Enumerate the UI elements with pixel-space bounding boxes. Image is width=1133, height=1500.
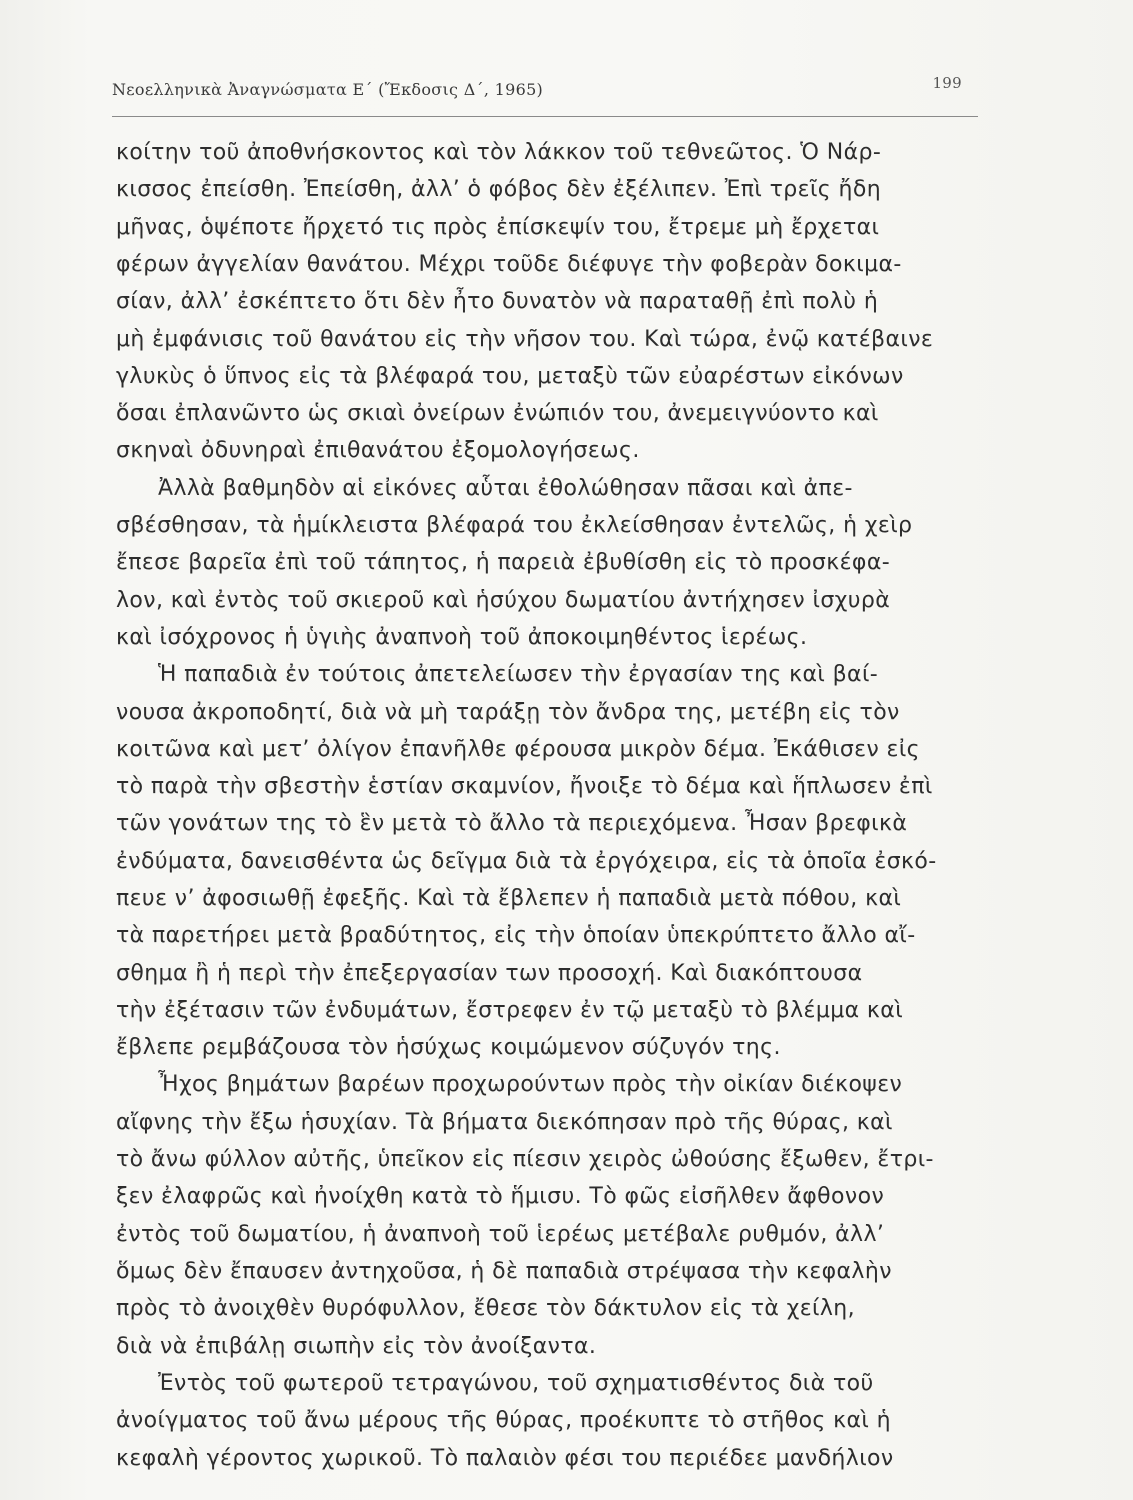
text-line: Ἡ παπαδιὰ ἐν τούτοις ἀπετελείωσεν τὴν ἐργασίαν της καὶ βαί- (158, 662, 879, 687)
text-line: ἐντὸς τοῦ δωματίου, ἡ ἀναπνοὴ τοῦ ἱερέως μετέβαλε ρυθμόν, ἀλλ’ (116, 1222, 885, 1247)
text-line: κοίτην τοῦ ἀποθνήσκοντος καὶ τὸν λάκκον τοῦ τεθνεῶτος. Ὁ Νάρ- (116, 140, 882, 165)
text-line: κοιτῶνα καὶ μετ’ ὀλίγον ἐπανῆλθε φέρουσα μικρὸν δέμα. Ἐκάθισεν εἰς (116, 737, 920, 762)
text-line: σθημα ἢ ἡ περὶ τὴν ἐπεξεργασίαν των προσοχή. Καὶ διακόπτουσα (116, 961, 863, 986)
text-line: τῶν γονάτων της τὸ ἓν μετὰ τὸ ἄλλο τὰ περιεχόμενα. Ἦσαν βρεφικὰ (116, 811, 908, 836)
text-line: μῆνας, ὁψέποτε ἤρχετό τις πρὸς ἐπίσκεψίν του, ἔτρεμε μὴ ἔρχεται (116, 215, 880, 240)
text-line: μὴ ἐμφάνισις τοῦ θανάτου εἰς τὴν νῆσον του. Καὶ τώρα, ἐνῷ κατέβαινε (116, 327, 934, 352)
text-line: σκηναὶ ὀδυνηραὶ ἐπιθανάτου ἐξομολογήσεως. (116, 438, 640, 463)
text-line: πευε ν’ ἀφοσιωθῇ ἐφεξῆς. Καὶ τὰ ἔβλεπεν ἡ παπαδιὰ μετὰ πόθου, καὶ (116, 886, 902, 911)
text-line: Ἀλλὰ βαθμηδὸν αἱ εἰκόνες αὗται ἐθολώθησαν πᾶσαι καὶ ἀπε- (158, 476, 853, 501)
text-line: ὅσαι ἐπλανῶντο ὡς σκιαὶ ὀνείρων ἐνώπιόν του, ἀνεμειγνύοντο καὶ (116, 401, 879, 426)
text-line: τὰ παρετήρει μετὰ βραδύτητος, εἰς τὴν ὁποίαν ὑπεκρύπτετο ἄλλο αἴ- (116, 923, 916, 948)
text-line: κισσος ἐπείσθη. Ἐπείσθη, ἀλλ’ ὁ φόβος δὲν ἐξέλιπεν. Ἐπὶ τρεῖς ἤδη (116, 177, 882, 202)
text-line: ἀνοίγματος τοῦ ἄνω μέρους τῆς θύρας, προέκυπτε τὸ στῆθος καὶ ἡ (116, 1408, 891, 1433)
text-line: σβέσθησαν, τὰ ἡμίκλειστα βλέφαρά του ἐκλείσθησαν ἐντελῶς, ἡ χεὶρ (116, 513, 913, 538)
running-head-title: Νεοελληνικὰ Ἀναγνώσματα Ε΄ (Ἔκδοσις Δ΄, 1965) (112, 80, 544, 99)
text-line: ἔπεσε βαρεῖα ἐπὶ τοῦ τάπητος, ἡ παρειὰ ἐβυθίσθη εἰς τὸ προσκέφα- (116, 550, 891, 575)
text-line: πρὸς τὸ ἀνοιχθὲν θυρόφυλλον, ἔθεσε τὸν δάκτυλον εἰς τὰ χείλη, (116, 1296, 856, 1321)
text-line: ὅμως δὲν ἔπαυσεν ἀντηχοῦσα, ἡ δὲ παπαδιὰ στρέψασα τὴν κεφαλὴν (116, 1259, 892, 1284)
text-line: αἴφνης τὴν ἔξω ἡσυχίαν. Τὰ βήματα διεκόπησαν πρὸ τῆς θύρας, καὶ (116, 1110, 893, 1135)
text-line: νουσα ἀκροποδητί, διὰ νὰ μὴ ταράξῃ τὸν ἄνδρα της, μετέβη εἰς τὸν (116, 700, 900, 725)
text-line: φέρων ἀγγελίαν θανάτου. Μέχρι τοῦδε διέφυγε τὴν φοβερὰν δοκιμα- (116, 252, 902, 277)
text-line: σίαν, ἀλλ’ ἐσκέπτετο ὅτι δὲν ἦτο δυνατὸν νὰ παραταθῇ ἐπὶ πολὺ ἡ (116, 289, 879, 314)
text-line: καὶ ἰσόχρονος ἡ ὑγιὴς ἀναπνοὴ τοῦ ἀποκοιμηθέντος ἱερέως. (116, 625, 808, 650)
text-line: λον, καὶ ἐντὸς τοῦ σκιεροῦ καὶ ἡσύχου δωματίου ἀντήχησεν ἰσχυρὰ (116, 588, 891, 613)
text-line: Ἐντὸς τοῦ φωτεροῦ τετραγώνου, τοῦ σχηματισθέντος διὰ τοῦ (158, 1371, 874, 1396)
text-line: τὸ ἄνω φύλλον αὐτῆς, ὑπεῖκον εἰς πίεσιν χειρὸς ὠθούσης ἔξωθεν, ἔτρι- (116, 1147, 934, 1172)
text-line: τὴν ἐξέτασιν τῶν ἐνδυμάτων, ἔστρεφεν ἐν τῷ μεταξὺ τὸ βλέμμα καὶ (116, 998, 904, 1023)
running-head (112, 74, 980, 110)
text-line: Ἦχος βημάτων βαρέων προχωρούντων πρὸς τὴν οἰκίαν διέκοψεν (158, 1072, 903, 1097)
text-line: κεφαλὴ γέροντος χωρικοῦ. Τὸ παλαιὸν φέσι του περιέδεε μανδήλιον (116, 1446, 894, 1471)
text-line: τὸ παρὰ τὴν σβεστὴν ἑστίαν σκαμνίον, ἤνοιξε τὸ δέμα καὶ ἥπλωσεν ἐπὶ (116, 774, 933, 799)
text-line: ἔβλεπε ρεμβάζουσα τὸν ἡσύχως κοιμώμενον σύζυγόν της. (116, 1035, 781, 1060)
text-line: διὰ νὰ ἐπιβάλῃ σιωπὴν εἰς τὸν ἀνοίξαντα. (116, 1334, 597, 1359)
header-rule (112, 116, 978, 117)
text-line: ἐνδύματα, δανεισθέντα ὡς δεῖγμα διὰ τὰ ἐργόχειρα, εἰς τὰ ὁποῖα ἐσκό- (116, 849, 937, 874)
text-line: γλυκὺς ὁ ὕπνος εἰς τὰ βλέφαρά του, μεταξὺ τῶν εὐαρέστων εἰκόνων (116, 364, 904, 389)
page-number: 199 (932, 74, 962, 92)
text-line: ξεν ἐλαφρῶς καὶ ἠνοίχθη κατὰ τὸ ἥμισυ. Τὸ φῶς εἰσῆλθεν ἄφθονον (116, 1184, 885, 1209)
